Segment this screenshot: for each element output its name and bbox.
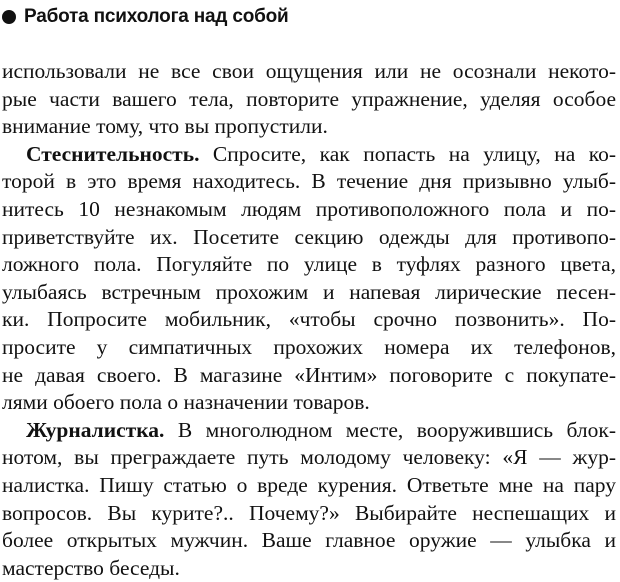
paragraph-term: Журналистка.	[26, 417, 165, 442]
text-line: улыбаясь встречным прохожим и напевая лирические песен-	[2, 279, 616, 304]
text-line: лями обоего пола о назначении товаров.	[2, 390, 370, 415]
paragraph-first-line	[2, 141, 616, 169]
paragraph-term: Стеснительность.	[26, 141, 200, 166]
bullet-icon	[2, 10, 16, 24]
text-run: В многолюдном месте, вооружившись блок-	[164, 417, 616, 442]
text-line: вопросов. Вы курите?.. Почему?» Выбирайте неспешащих и	[2, 500, 616, 525]
running-header-title: Работа психолога над собой	[24, 6, 289, 27]
text-line: ки. Попросите мобильник, «чтобы срочно позвонить». По-	[2, 307, 616, 332]
text-line: нотом, вы преграждаете путь молодому человеку: «Я — жур-	[2, 445, 616, 470]
text-line: рые части вашего тела, повторите упражнение, уделяя особое	[2, 86, 616, 111]
text-line: внимание тому, что вы пропустили.	[2, 114, 328, 139]
text-line: ложного пола. Погуляйте по улице в туфлях разного цвета,	[2, 252, 616, 277]
text-line: не давая своего. В магазине «Интим» поговорите с покупате-	[2, 362, 616, 387]
text-line: мастерство беседы.	[2, 555, 180, 580]
text-line: налистка. Пишу статью о вреде курения. Ответьте мне на пару	[2, 472, 616, 497]
text-line: торой в это время находитесь. В течение дня призывно улыб-	[2, 169, 616, 194]
text-line: нитесь 10 незнакомым людям противоположного пола и по-	[2, 196, 616, 221]
text-line: приветствуйте их. Посетите секцию одежды для противопо-	[2, 224, 616, 249]
text-line: просите у симпатичных прохожих номера их телефонов,	[2, 334, 616, 359]
running-header	[2, 2, 289, 32]
text-line: более открытых мужчин. Ваше главное оружие — улыбка и	[2, 528, 616, 553]
text-line: использовали не все свои ощущения или не осознали некото-	[2, 59, 616, 83]
body-text	[2, 58, 616, 582]
text-run: Спросите, как попасть на улицу, на ко-	[199, 141, 616, 166]
paragraph-first-line	[2, 417, 616, 445]
